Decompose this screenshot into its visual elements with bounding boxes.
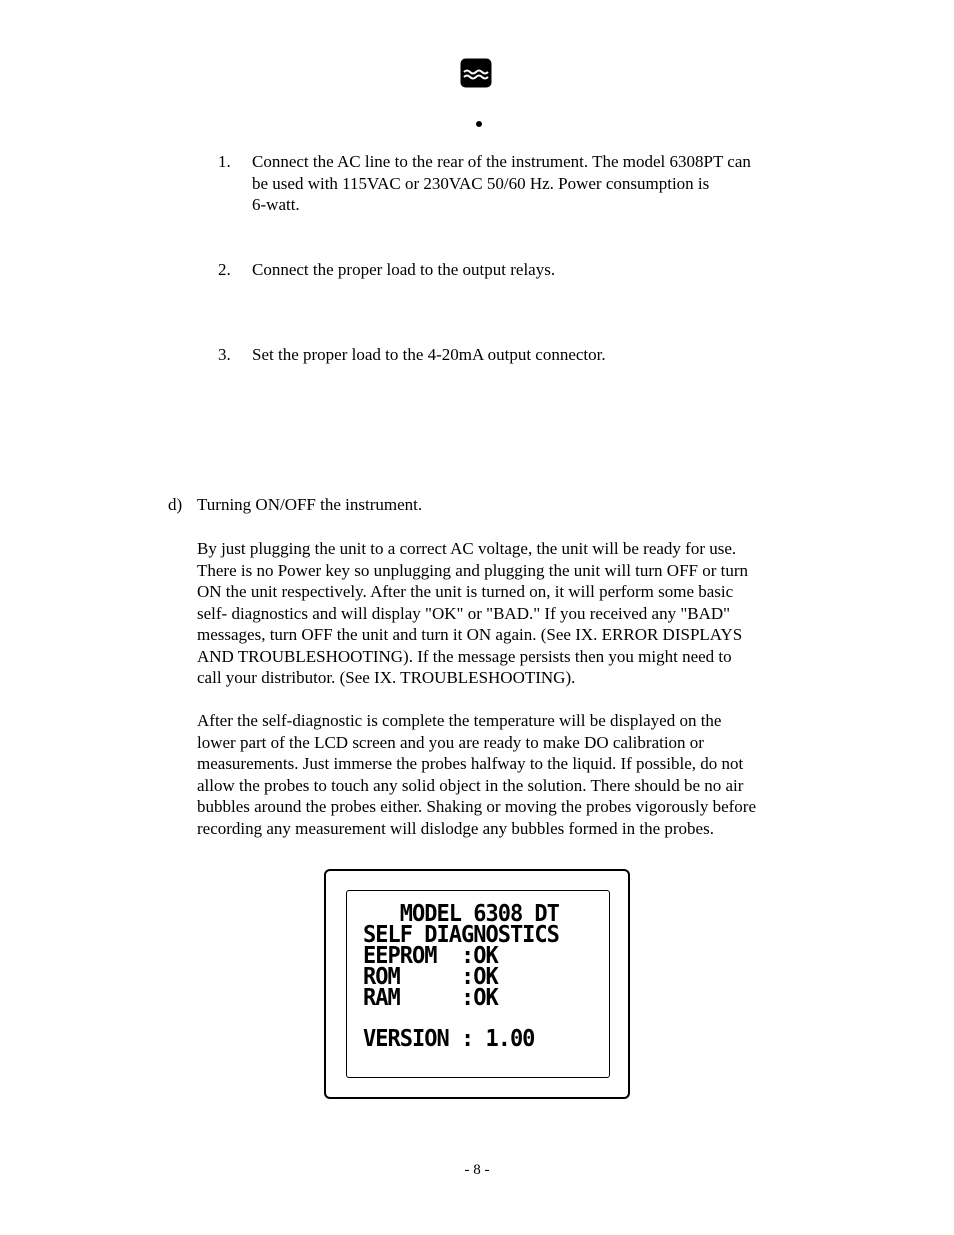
step-line: 6-watt. [252, 195, 300, 214]
step-line: Set the proper load to the 4-20mA output connector. [252, 345, 606, 364]
lcd-screen [346, 890, 610, 1078]
lcd-model-line: MODEL 6308 DT [363, 900, 559, 928]
paragraph-line: ON the unit respectively. After the unit is turned on, it will perform some basic [197, 582, 734, 601]
step-line: be used with 115VAC or 230VAC 50/60 Hz. Power consumption is [252, 173, 710, 193]
step-number: 2. [218, 260, 231, 279]
step-text [252, 151, 812, 216]
paragraph-line: There is no Power key so unplugging and plugging the unit will turn OFF or turn [197, 560, 749, 580]
step-line: Connect the AC line to the rear of the instrument. The model 6308PT can [252, 152, 751, 171]
step-text [252, 259, 812, 281]
step-number: 3. [218, 345, 231, 364]
paragraph-line: messages, turn OFF the unit and turn it ON again. (See IX. ERROR DISPLAYS [197, 625, 743, 644]
lcd-ram-line: RAM :OK [363, 984, 498, 1012]
paragraph-line: call your distributor. (See IX. TROUBLESHOOTING). [197, 668, 576, 687]
water-wave-logo-icon [459, 57, 493, 89]
paragraph-line: recording any measurement will dislodge any bubbles formed in the probes. [197, 818, 714, 838]
paragraph-line: allow the probes to touch any solid object in the solution. There should be no air [197, 775, 744, 795]
step-text [252, 344, 812, 366]
paragraph-line: AND TROUBLESHOOTING). If the message persists then you might need to [197, 646, 732, 666]
step-line: Connect the proper load to the output relays. [252, 260, 556, 279]
paragraph-line: self- diagnostics and will display "OK" or "BAD." If you received any "BAD" [197, 603, 731, 623]
step-number: 1. [218, 152, 231, 171]
paragraph-line: measurements. Just immerse the probes halfway to the liquid. If possible, do not [197, 754, 744, 773]
lcd-rom-line: ROM :OK [363, 963, 498, 991]
lcd-eeprom-line: EEPROM :OK [363, 942, 498, 970]
lcd-diagnostics-line: SELF DIAGNOSTICS [363, 921, 559, 949]
bullet-dot [476, 121, 482, 127]
lcd-display-figure [324, 869, 630, 1099]
page-number: - 8 - [464, 1162, 490, 1178]
section-title: Turning ON/OFF the instrument. [197, 495, 423, 514]
paragraph-line: bubbles around the probes either. Shaking or moving the probes vigorously before [197, 797, 756, 816]
lcd-version-line: VERSION : 1.00 [363, 1025, 535, 1053]
paragraph-line: After the self-diagnostic is complete the temperature will be displayed on the [197, 711, 722, 730]
paragraph-measurement [197, 710, 822, 839]
paragraph-line: lower part of the LCD screen and you are ready to make DO calibration or [197, 732, 704, 752]
paragraph-power [197, 538, 822, 689]
paragraph-line: By just plugging the unit to a correct AC voltage, the unit will be ready for use. [197, 539, 737, 558]
section-letter: d) [168, 495, 183, 514]
